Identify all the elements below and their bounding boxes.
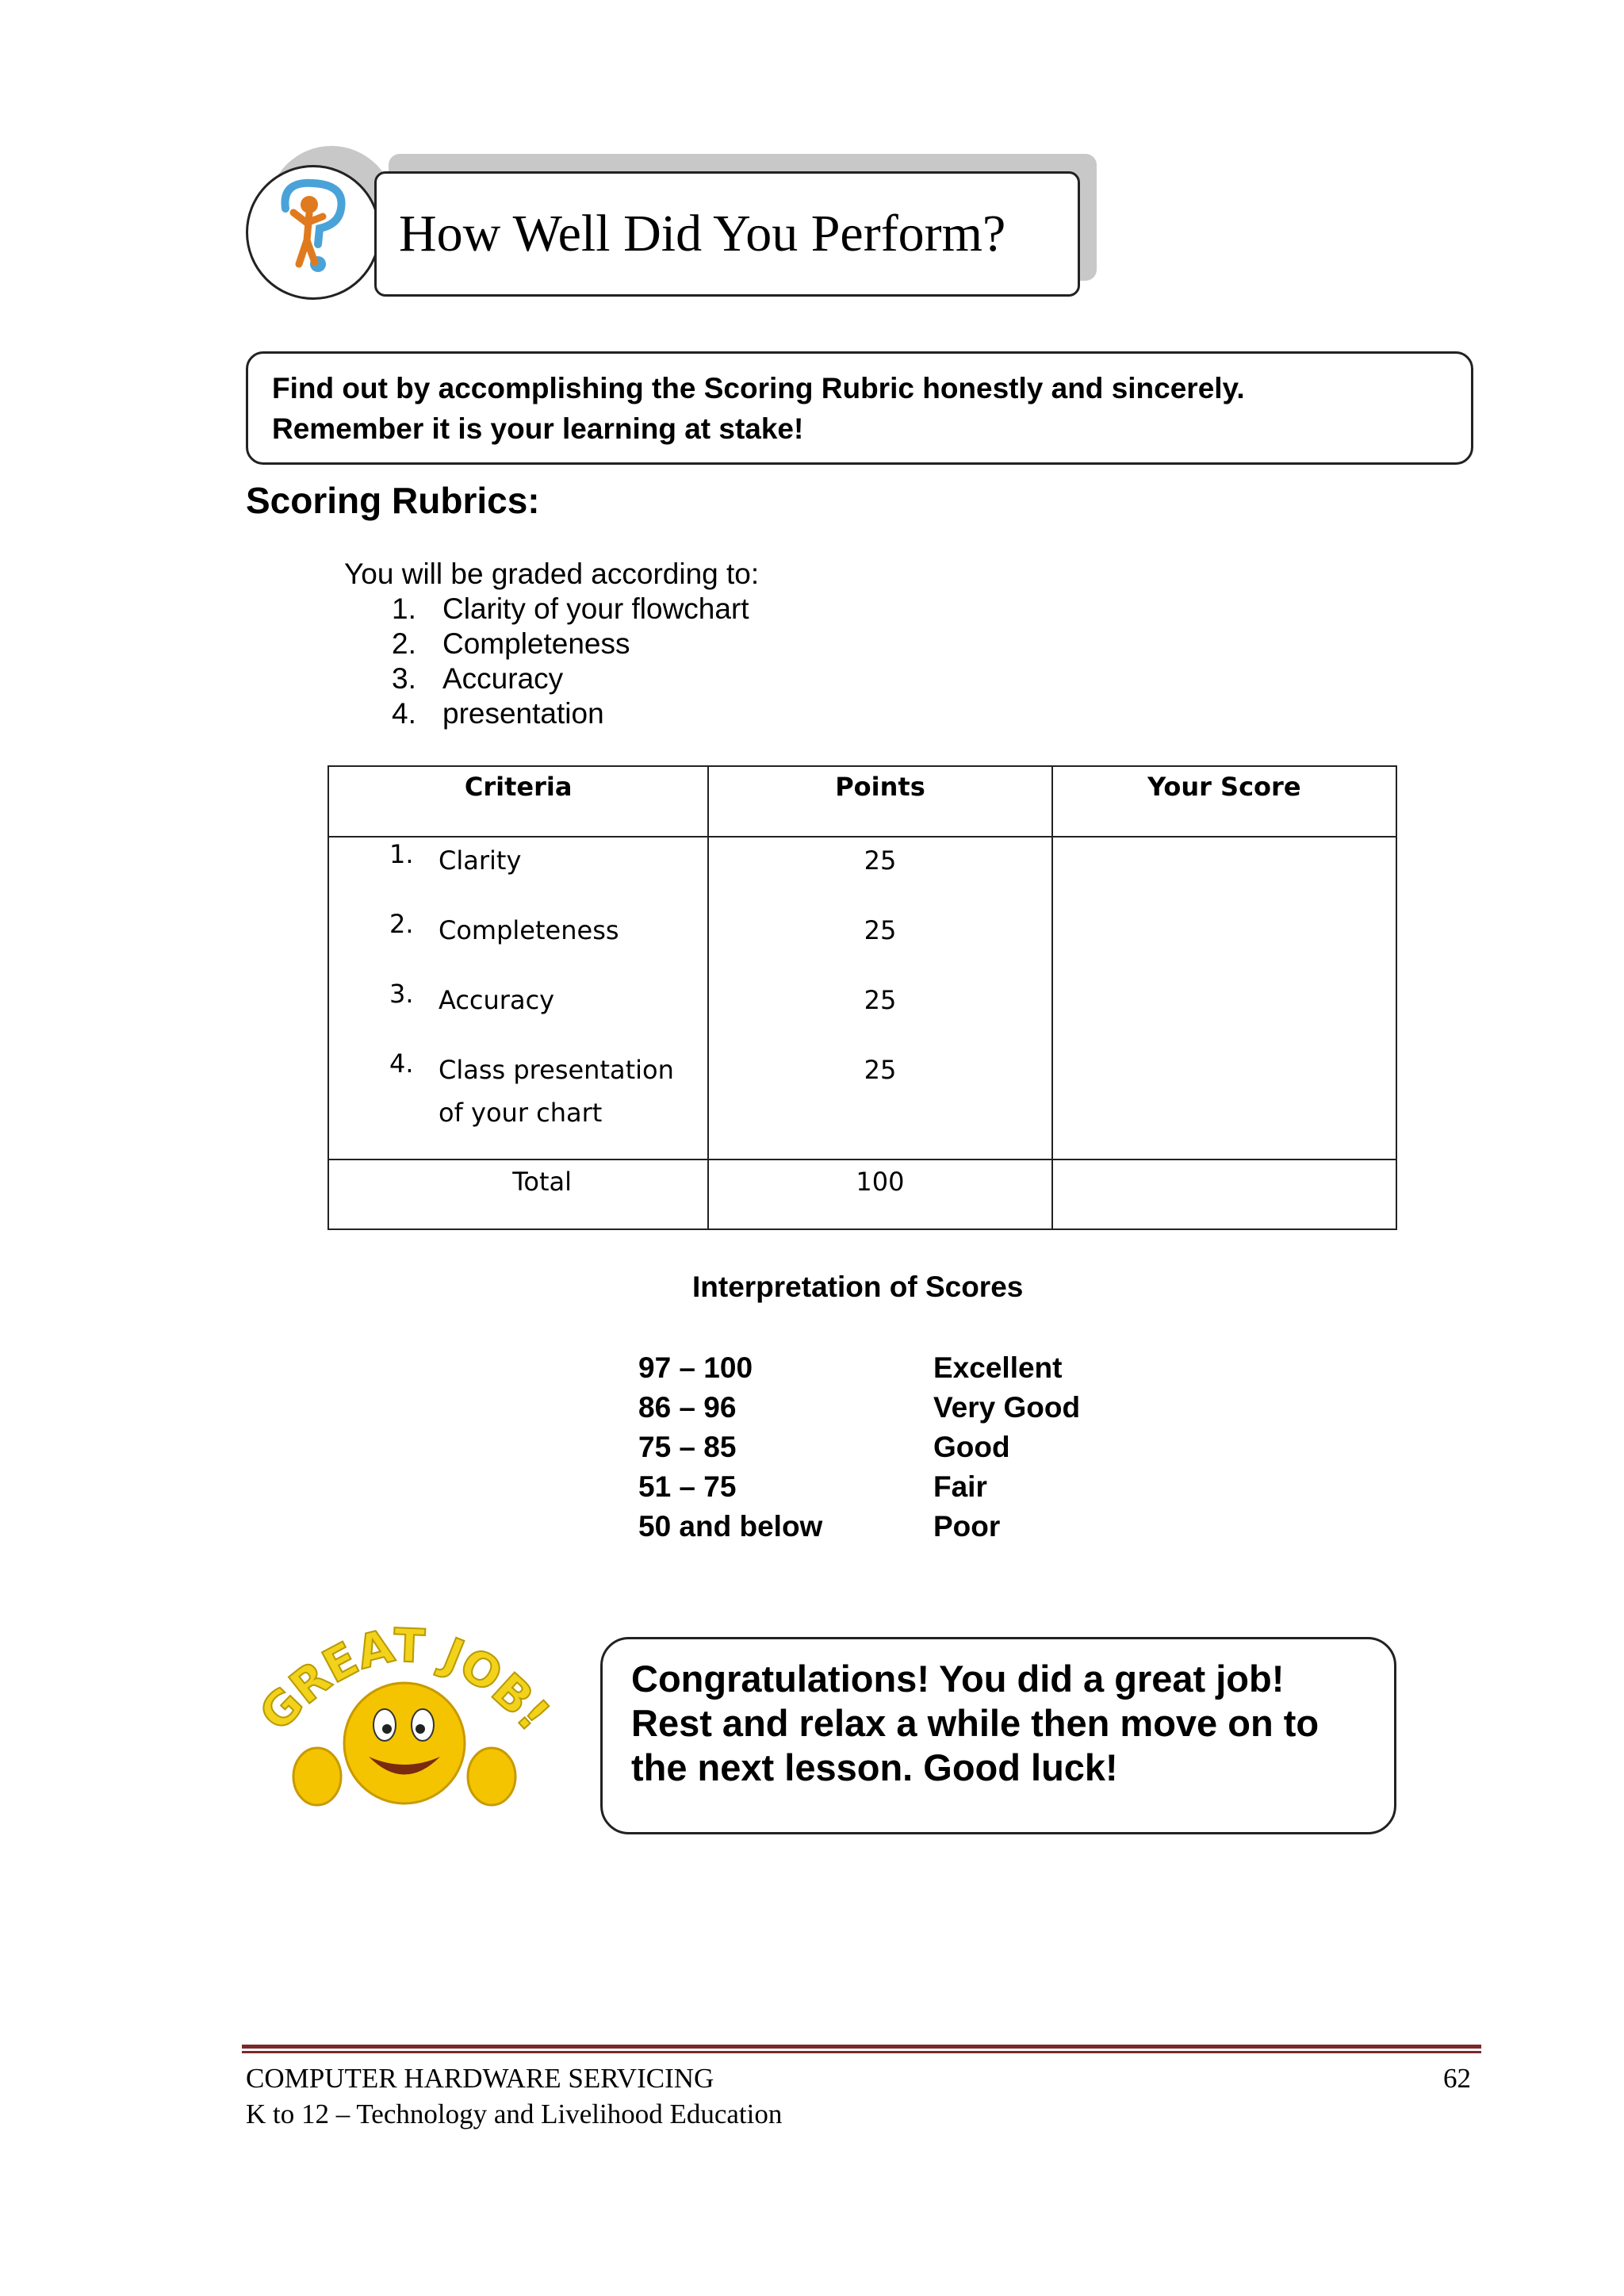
- interpretation-row: [638, 1428, 1080, 1467]
- page-title: How Well Did You Perform?: [374, 171, 1080, 297]
- criteria-label: Accuracy: [439, 985, 555, 1015]
- criteria-item: [389, 979, 554, 1022]
- intro-line: Remember it is your learning at stake!: [272, 412, 804, 445]
- congrats-box: [600, 1637, 1396, 1834]
- congrats-line: Rest and relax a while then move on to: [631, 1702, 1320, 1744]
- score-range: 97 – 100: [638, 1351, 753, 1384]
- column-header-points: Points: [708, 766, 1051, 837]
- interpretation-row: [638, 1388, 1080, 1428]
- criteria-label: [439, 1048, 674, 1134]
- list-item: [392, 661, 749, 696]
- criteria-number: 3.: [389, 979, 414, 1009]
- page-number: 62: [1443, 2063, 1471, 2094]
- criteria-label-line: of your chart: [439, 1098, 603, 1128]
- question-figure-icon: [246, 165, 381, 300]
- list-number: 1.: [392, 592, 416, 625]
- list-label: Accuracy: [442, 662, 564, 695]
- criteria-label: Clarity: [439, 845, 522, 876]
- total-row: [328, 1159, 1396, 1229]
- criteria-cell: [328, 837, 708, 1159]
- score-range: 86 – 96: [638, 1391, 737, 1424]
- section-title: Scoring Rubrics:: [246, 480, 540, 521]
- rubric-table: [327, 765, 1397, 1230]
- score-range: 50 and below: [638, 1510, 823, 1543]
- footer-rule: [242, 2045, 1481, 2049]
- score-rating: Excellent: [933, 1351, 1063, 1384]
- score-rating: Very Good: [933, 1391, 1081, 1424]
- interpretation-title: Interpretation of Scores: [692, 1271, 1024, 1303]
- your-score-cell[interactable]: [1052, 837, 1396, 1159]
- score-rating: Fair: [933, 1470, 987, 1503]
- total-label: Total: [328, 1159, 708, 1229]
- list-item: [392, 627, 749, 661]
- table-row: [328, 837, 1396, 1159]
- points-cell: [708, 837, 1051, 1159]
- score-rating: Poor: [933, 1510, 1001, 1543]
- svg-text:GREAT JOB!: GREAT JOB!: [254, 1618, 555, 1742]
- footer-course: COMPUTER HARDWARE SERVICING: [246, 2063, 714, 2094]
- list-number: 4.: [392, 697, 416, 730]
- graded-list: [392, 592, 749, 731]
- points-value: 25: [864, 845, 897, 876]
- criteria-item: [389, 839, 521, 882]
- table-header-row: [328, 766, 1396, 837]
- column-header-criteria: Criteria: [328, 766, 708, 837]
- list-label: Clarity of your flowchart: [442, 592, 749, 625]
- footer-rule: [242, 2051, 1481, 2053]
- list-label: presentation: [442, 697, 604, 730]
- criteria-number: 4.: [389, 1048, 414, 1079]
- criteria-number: 1.: [389, 839, 414, 869]
- smiley-thumbs-up-icon: [254, 1618, 555, 1824]
- list-number: 3.: [392, 662, 416, 695]
- list-label: Completeness: [442, 627, 630, 660]
- intro-line: Find out by accomplishing the Scoring Rubric honestly and sincerely.: [272, 372, 1245, 404]
- points-value: 25: [864, 985, 897, 1015]
- interpretation-row: [638, 1348, 1080, 1388]
- points-value: 25: [864, 1055, 897, 1085]
- score-range: 51 – 75: [638, 1470, 737, 1503]
- footer-subtitle: K to 12 – Technology and Livelihood Education: [246, 2099, 783, 2129]
- list-item: [392, 592, 749, 627]
- total-score-cell[interactable]: [1052, 1159, 1396, 1229]
- criteria-number: 2.: [389, 909, 414, 939]
- score-range: 75 – 85: [638, 1431, 737, 1463]
- list-item: [392, 696, 749, 731]
- congrats-line: the next lesson. Good luck!: [631, 1746, 1118, 1788]
- graded-intro: You will be graded according to:: [344, 558, 760, 590]
- total-points: 100: [708, 1159, 1051, 1229]
- interpretation-list: [638, 1348, 1080, 1547]
- score-rating: Good: [933, 1431, 1010, 1463]
- points-value: 25: [864, 915, 897, 945]
- criteria-item: [389, 1048, 674, 1134]
- congrats-line: Congratulations! You did a great job!: [631, 1658, 1285, 1700]
- intro-box: [246, 351, 1473, 465]
- criteria-label-line: Class presentation: [439, 1055, 674, 1085]
- interpretation-row: [638, 1507, 1080, 1547]
- interpretation-row: [638, 1467, 1080, 1507]
- list-number: 2.: [392, 627, 416, 660]
- criteria-label: Completeness: [439, 915, 619, 945]
- criteria-item: [389, 909, 619, 952]
- column-header-your-score: Your Score: [1052, 766, 1396, 837]
